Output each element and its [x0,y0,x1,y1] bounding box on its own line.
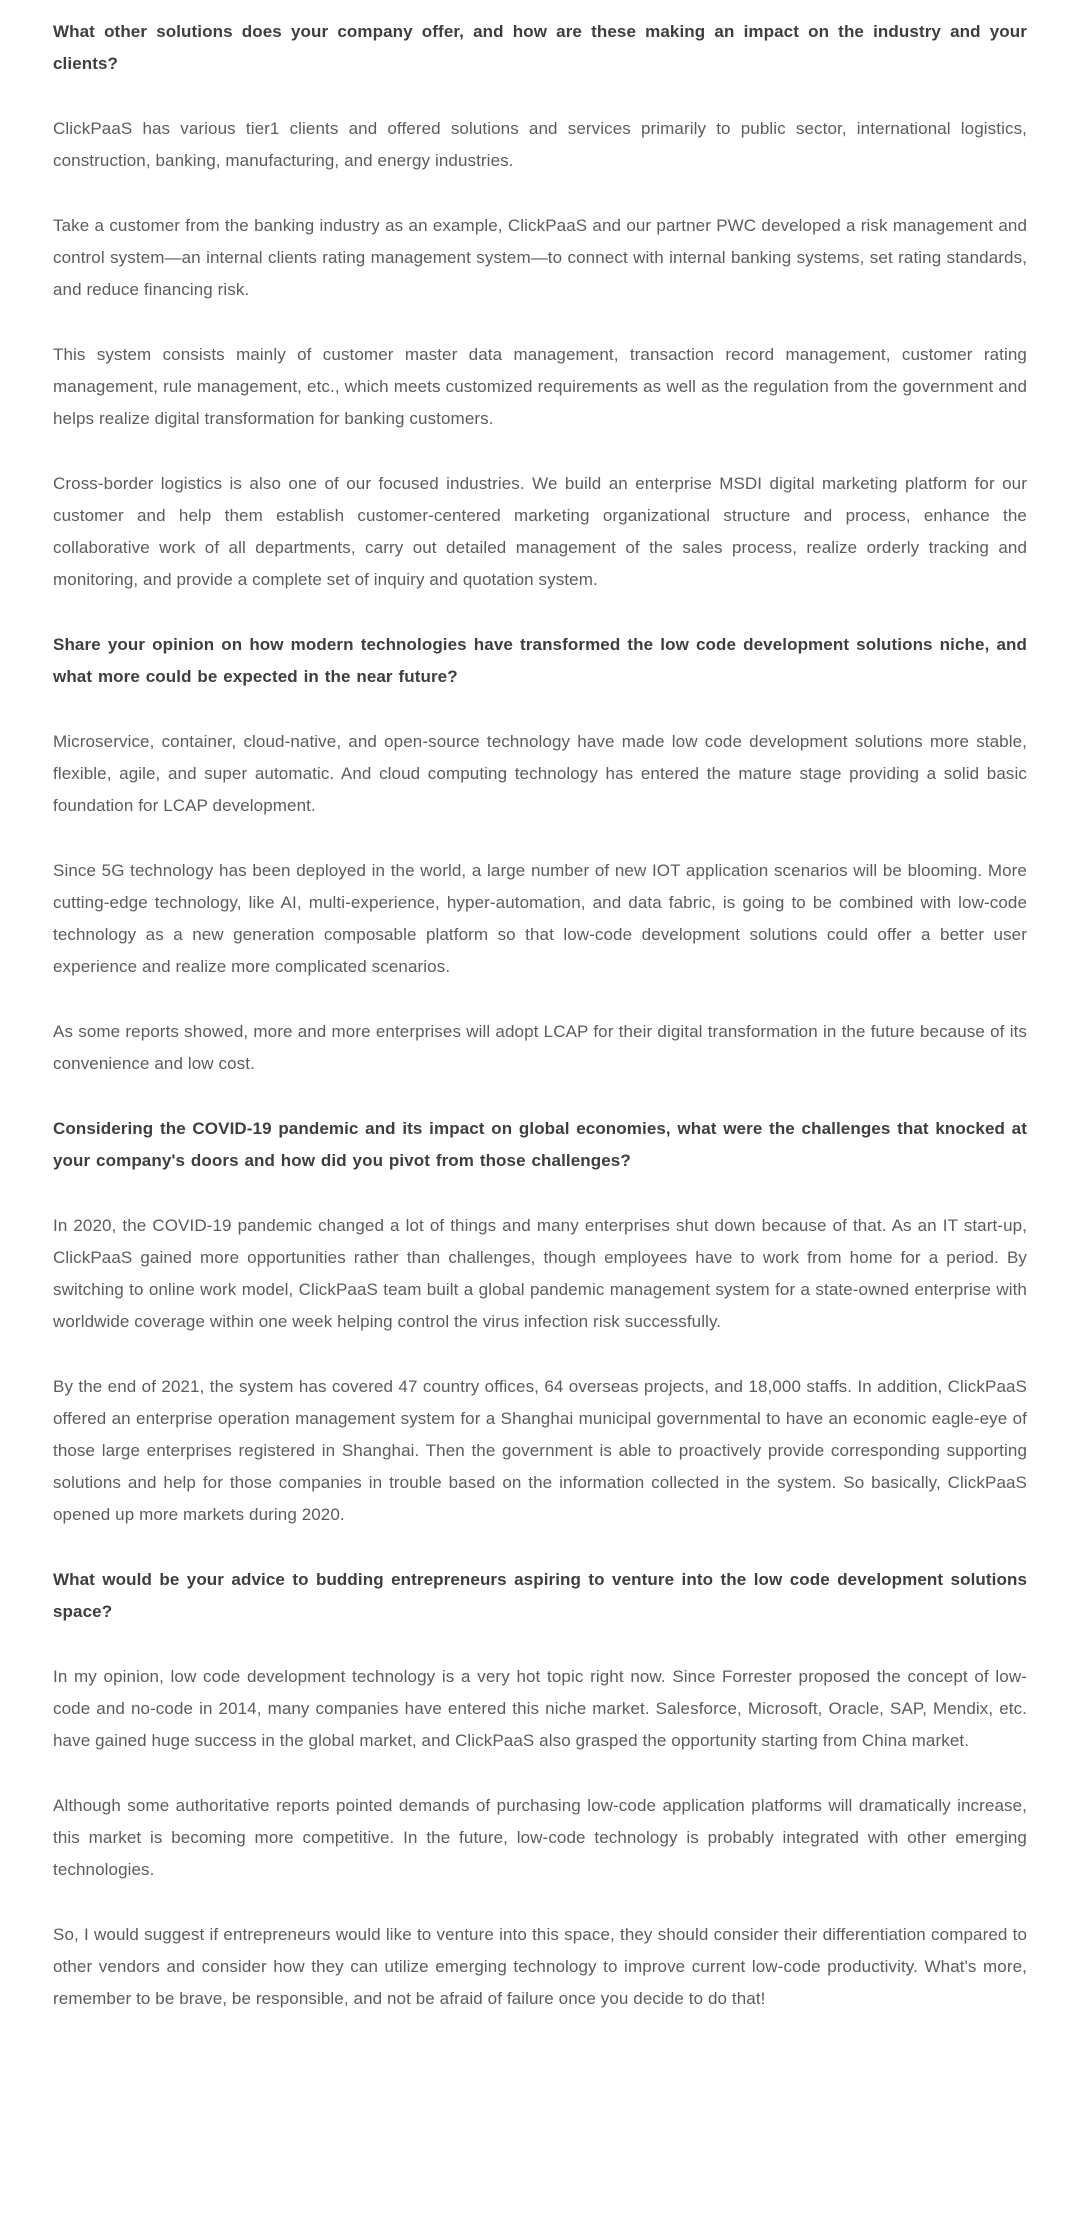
answer-paragraph-microservice-cloud: Microservice, container, cloud-native, and open-source technology have made low code development solutions more stable, flexible, agile, and super automatic. And cloud computing technology has entered the mature stage providing a solid basic foundation for LCAP development. [53,732,1027,815]
question-heading-modern-technologies: Share your opinion on how modern technologies have transformed the low code development solutions niche, and what more could be expected in the near future? [53,635,1027,686]
answer-paragraph-2021-coverage: By the end of 2021, the system has covered 47 country offices, 64 overseas projects, and 18,000 staffs. In addition, ClickPaaS offered an enterprise operation management system for a Shanghai municipal governmental to have an economic eagle-eye of those large enterprises registered in Shanghai. Then the government is able to proactively provide corresponding supporting solutions and help for those companies in trouble based on the information collected in the system. So basically, ClickPaaS opened up more markets during 2020. [53,1377,1027,1524]
answer-paragraph-5g-iot: Since 5G technology has been deployed in the world, a large number of new IOT application scenarios will be blooming. More cutting-edge technology, like AI, multi-experience, hyper-automation, and data fabric, is going to be combined with low-code technology as a new generation composable platform so that low-code development solutions could offer a better user experience and realize more complicated scenarios. [53,861,1027,976]
question-heading-covid-challenges: Considering the COVID-19 pandemic and its impact on global economies, what were the challenges that knocked at your company's doors and how did you pivot from those challenges? [53,1119,1027,1170]
question-heading-solutions-impact: What other solutions does your company offer, and how are these making an impact on the industry and your clients? [53,22,1027,73]
answer-paragraph-system-components: This system consists mainly of customer master data management, transaction record management, customer rating management, rule management, etc., which meets customized requirements as well as the regulation from the government and helps realize digital transformation for banking customers. [53,345,1027,428]
answer-paragraph-clients-industries: ClickPaaS has various tier1 clients and offered solutions and services primarily to public sector, international logistics, construction, banking, manufacturing, and energy industries. [53,119,1027,170]
answer-paragraph-final-advice: So, I would suggest if entrepreneurs would like to venture into this space, they should consider their differentiation compared to other vendors and consider how they can utilize emerging technology to improve current low-code productivity. What's more, remember to be brave, be responsible, and not be afraid of failure once you decide to do that! [53,1925,1027,2008]
answer-paragraph-banking-example: Take a customer from the banking industry as an example, ClickPaaS and our partner PWC developed a risk management and control system—an internal clients rating management system—to connect with internal banking systems, set rating standards, and reduce financing risk. [53,216,1027,299]
answer-paragraph-lcap-adoption: As some reports showed, more and more enterprises will adopt LCAP for their digital transformation in the future because of its convenience and low cost. [53,1022,1027,1073]
answer-paragraph-covid-2020: In 2020, the COVID-19 pandemic changed a lot of things and many enterprises shut down because of that. As an IT start-up, ClickPaaS gained more opportunities rather than challenges, though employees have to work from home for a period. By switching to online work model, ClickPaaS team built a global pandemic management system for a state-owned enterprise with worldwide coverage within one week helping control the virus infection risk successfully. [53,1216,1027,1331]
answer-paragraph-market-competitive: Although some authoritative reports pointed demands of purchasing low-code application platforms will dramatically increase, this market is becoming more competitive. In the future, low-code technology is probably integrated with other emerging technologies. [53,1796,1027,1879]
question-heading-entrepreneur-advice: What would be your advice to budding entrepreneurs aspiring to venture into the low code development solutions space? [53,1570,1027,1621]
answer-paragraph-hot-topic: In my opinion, low code development technology is a very hot topic right now. Since Forrester proposed the concept of low-code and no-code in 2014, many companies have entered this niche market. Salesforce, Microsoft, Oracle, SAP, Mendix, etc. have gained huge success in the global market, and ClickPaaS also grasped the opportunity starting from China market. [53,1667,1027,1750]
answer-paragraph-crossborder-logistics: Cross-border logistics is also one of our focused industries. We build an enterprise MSDI digital marketing platform for our customer and help them establish customer-centered marketing organizational structure and process, enhance the collaborative work of all departments, carry out detailed management of the sales process, realize orderly tracking and monitoring, and provide a complete set of inquiry and quotation system. [53,474,1027,589]
